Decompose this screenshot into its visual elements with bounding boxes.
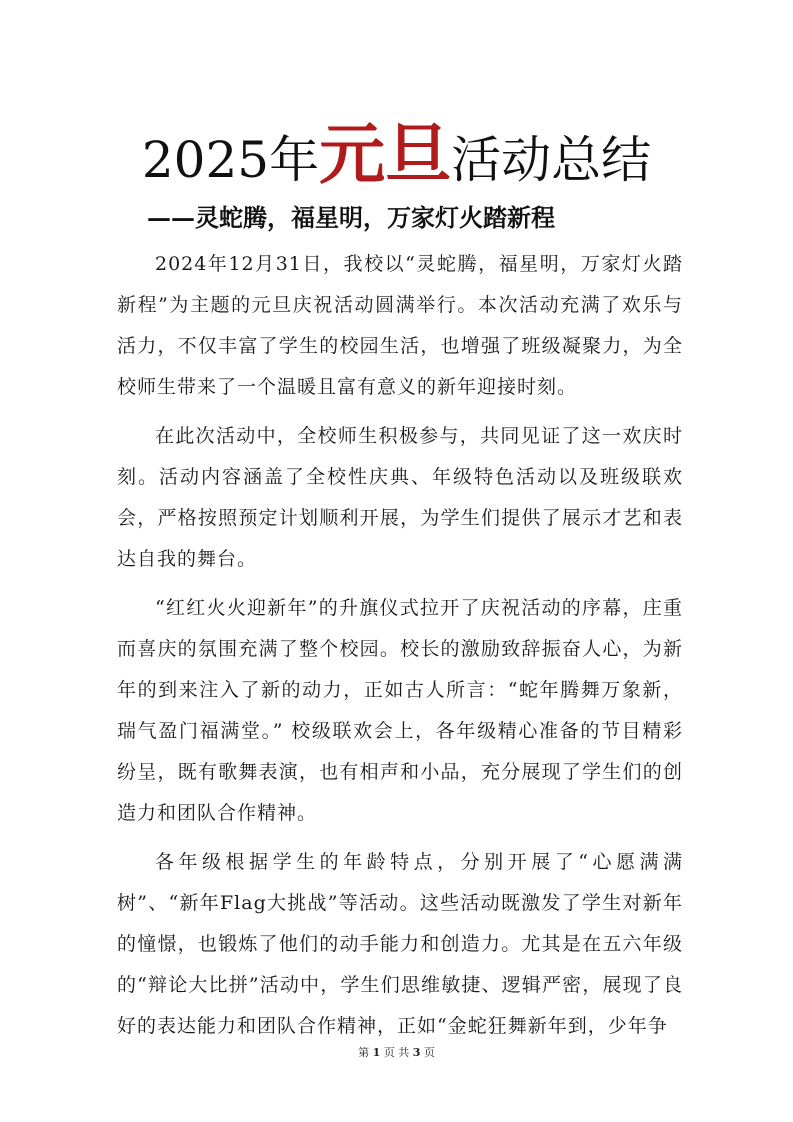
page-footer [0, 1044, 793, 1060]
footer-label-ye: 页 [383, 1046, 395, 1059]
footer-label-ye2: 页 [423, 1046, 435, 1059]
title-suffix: 活动总结 [451, 131, 652, 189]
paragraph-3: “红红火火迎新年”的升旗仪式拉开了庆祝活动的序幕，庄重而喜庆的氛围充满了整个校园。校长的激励致辞振奋人心，为新年的到来注入了新的动力，正如古人所言：“蛇年腾舞万象新，瑞气盈门福满堂。” 校级联欢会上，各年级精心准备的节目精彩纷呈，既有歌舞表演，也有相声和小品，充分展现了学生们的创造力和团队合作精神。 [117, 597, 683, 824]
document-subtitle: ——灵蛇腾，福星明，万家灯火踏新程 [147, 203, 555, 232]
paragraph-1: 2024年12月31日，我校以“灵蛇腾，福星明，万家灯火踏新程”为主题的元旦庆祝活动圆满举行。本次活动充满了欢乐与活力，不仅丰富了学生的校园生活，也增强了班级凝聚力，为全校师生带来了一个温暖且富有意义的新年迎接时刻。 [117, 253, 683, 398]
footer-page-number: 1 [372, 1046, 381, 1059]
document-body [117, 244, 683, 1055]
paragraph-2: 在此次活动中，全校师生积极参与，共同见证了这一欢庆时刻。活动内容涵盖了全校性庆典、年级特色活动以及班级联欢会，严格按照预定计划顺利开展，为学生们提供了展示才艺和表达自我的舞台。 [117, 425, 683, 570]
title-prefix: 2025年 [141, 131, 320, 189]
footer-label-total: 共 [398, 1046, 410, 1059]
title-highlight: 元旦 [319, 115, 452, 193]
footer-label-page: 第 [358, 1046, 370, 1059]
paragraph-4: 各年级根据学生的年龄特点，分别开展了“心愿满满树”、“新年Flag大挑战”等活动。这些活动既激发了学生对新年的憧憬，也锻炼了他们的动手能力和创造力。尤其是在五六年级的“辩论大比拼”活动中，学生们思维敏捷、逻辑严密，展现了良好的表达能力和团队合作精神，正如“金蛇狂舞新年到，少年争 [117, 851, 683, 1037]
footer-total-pages: 3 [412, 1046, 421, 1059]
document-title [0, 115, 793, 196]
